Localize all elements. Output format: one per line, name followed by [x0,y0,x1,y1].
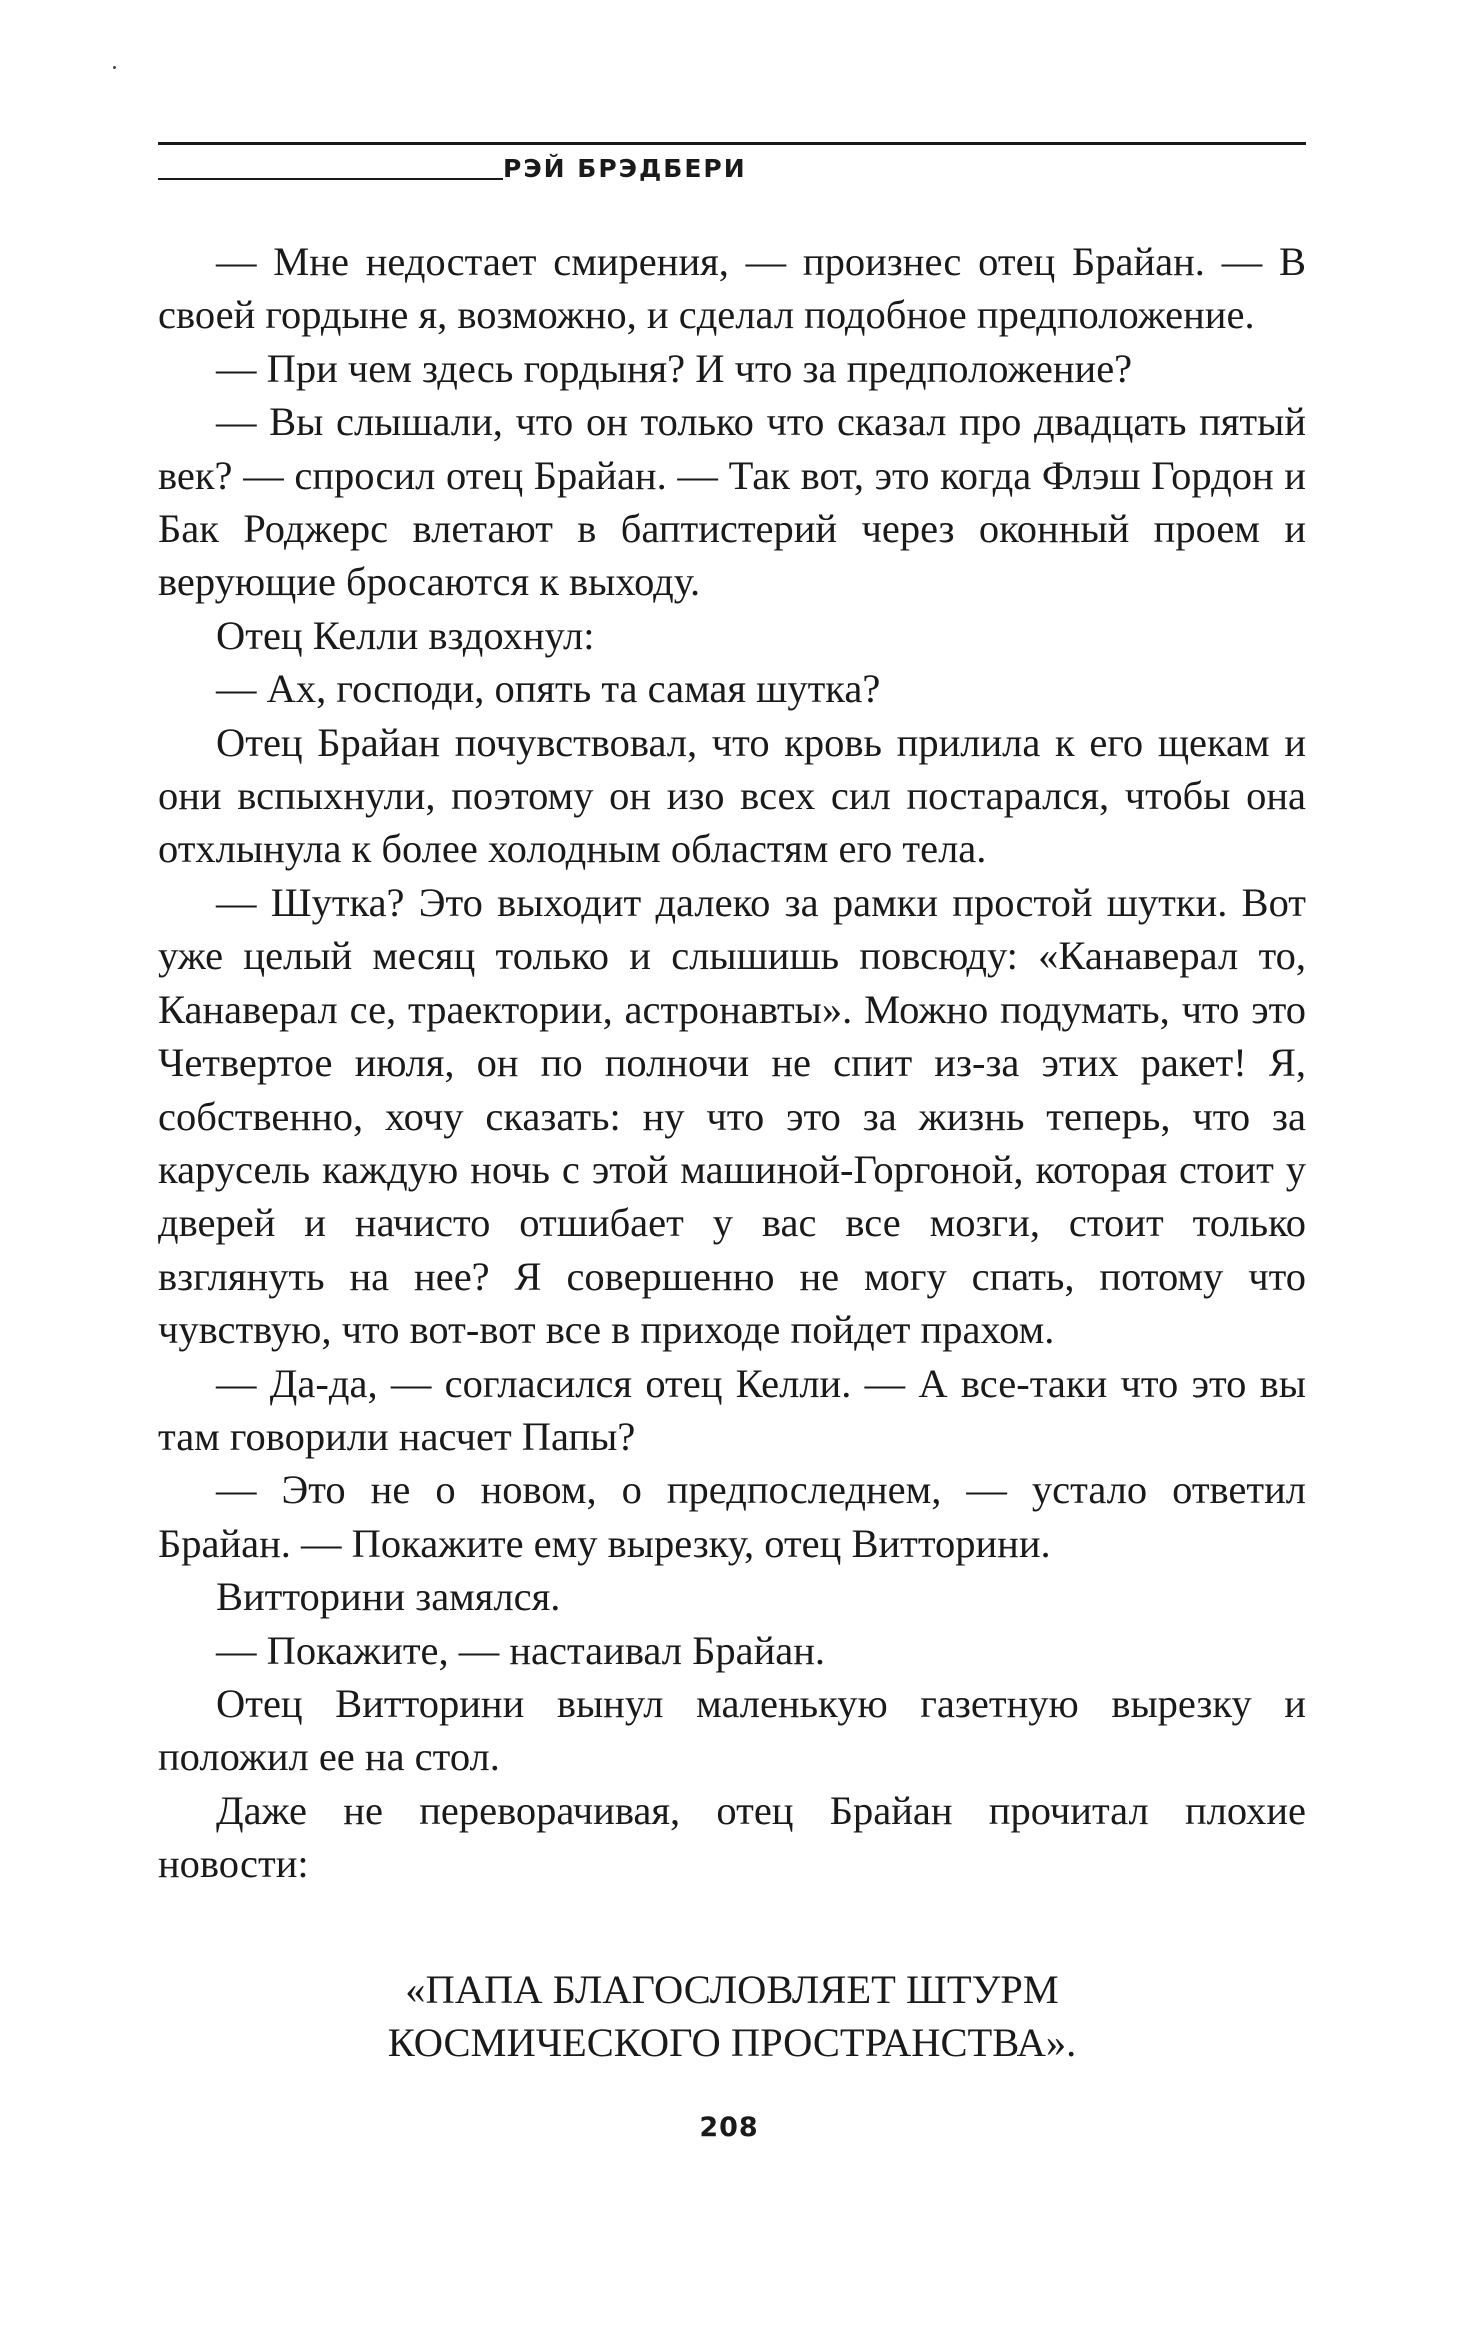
paragraph: — Да-да, — согласился отец Келли. — А все-таки что это вы там говорили насчет Папы? [158,1360,1306,1459]
headline-line: КОСМИЧЕСКОГО ПРОСТРАНСТВА». [387,2020,1077,2066]
paragraph: Отец Келли вздохнул: [216,612,595,658]
running-head [158,142,1306,192]
paragraph: Отец Витторини вынул маленькую газетную вырезку и положил ее на стол. [158,1680,1306,1780]
header-rule-left [158,178,503,180]
paragraph: — Шутка? Это выходит далеко за рамки простой шутки. Вот уже целый месяц только и слышишь повсюду: «Канаверал то, Канаверал се, траектории, астронавты». Можно подумать, что это Четвертое июля, он по полночи не спит из-за этих ракет! Я, собственно, хочу сказать: ну что это за жизнь теперь, что за карусель каждую ночь с этой машиной-Горгоной, которая стоит у дверей и начисто отшибает у вас все мозги, стоит только взглянуть на нее? Я совершенно не могу спать, потому что чувствую, что вот-вот все в приходе пойдет прахом. [158,879,1306,1353]
paragraph: Даже не переворачивая, отец Брайан прочитал плохие новости: [158,1787,1306,1887]
paragraph: — Это не о новом, о предпоследнем, — устало ответил Брайан. — Покажите ему вырезку, отец Витторини. [158,1467,1306,1566]
paragraph: Отец Брайан почувствовал, что кровь прилила к его щекам и они вспыхнули, поэтому он изо всех сил постарался, чтобы она отхлынула к более холодным областям его тела. [158,719,1306,872]
body-text [158,235,1306,1891]
header-rule-top [158,142,1306,145]
paragraph: — При чем здесь гордыня? И что за предположение? [216,345,1133,391]
page-number: 208 [699,2112,759,2143]
running-head-title: РЭЙ БРЭДБЕРИ [503,154,747,183]
paragraph: — Ах, господи, опять та самая шутка? [216,666,881,712]
paragraph: — Покажите, — настаивал Брайан. [216,1627,826,1673]
newspaper-headline [158,1963,1306,2070]
paragraph: Витторини замялся. [216,1574,561,1620]
headline-line: «ПАПА БЛАГОСЛОВЛЯЕТ ШТУРМ [405,1967,1059,2012]
paragraph: — Мне недостает смирения, — произнес отец Брайан. — В своей гордыне я, возможно, и сделал подобное предположение. [158,239,1306,338]
scan-speck [113,66,116,69]
paragraph: — Вы слышали, что он только что сказал про двадцать пятый век? — спросил отец Брайан. — Так вот, это когда Флэш Гордон и Бак Роджерс влетают в баптистерий через оконный проем и верующие бросаются к выходу. [158,399,1306,605]
